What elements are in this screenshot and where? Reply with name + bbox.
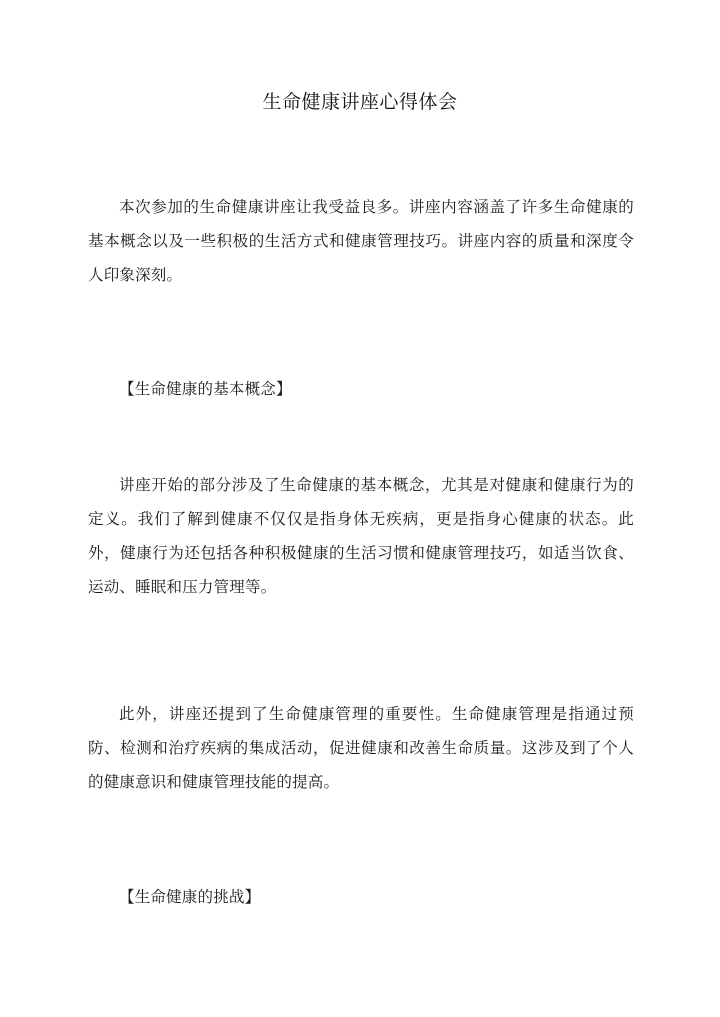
document-title: 生命健康讲座心得体会 [262,91,458,113]
section-heading-challenges: 【生命健康的挑战】 [119,888,261,906]
health-management-paragraph: 此外，讲座还提到了生命健康管理的重要性。生命健康管理是指通过预防、检测和治疗疾病的集成活动，促进健康和改善生命质量。这涉及到了个人的健康意识和健康管理技能的提高。 [88,705,634,791]
basic-concepts-paragraph: 讲座开始的部分涉及了生命健康的基本概念，尤其是对健康和健康行为的定义。我们了解到健康不仅仅是指身体无疾病，更是指身心健康的状态。此外，健康行为还包括各种积极健康的生活习惯和健康管理技巧，如适当饮食、运动、睡眠和压力管理等。 [88,476,634,596]
section-heading-basic-concepts: 【生命健康的基本概念】 [119,380,292,398]
intro-paragraph: 本次参加的生命健康讲座让我受益良多。讲座内容涵盖了许多生命健康的基本概念以及一些积极的生活方式和健康管理技巧。讲座内容的质量和深度令人印象深刻。 [88,198,634,284]
